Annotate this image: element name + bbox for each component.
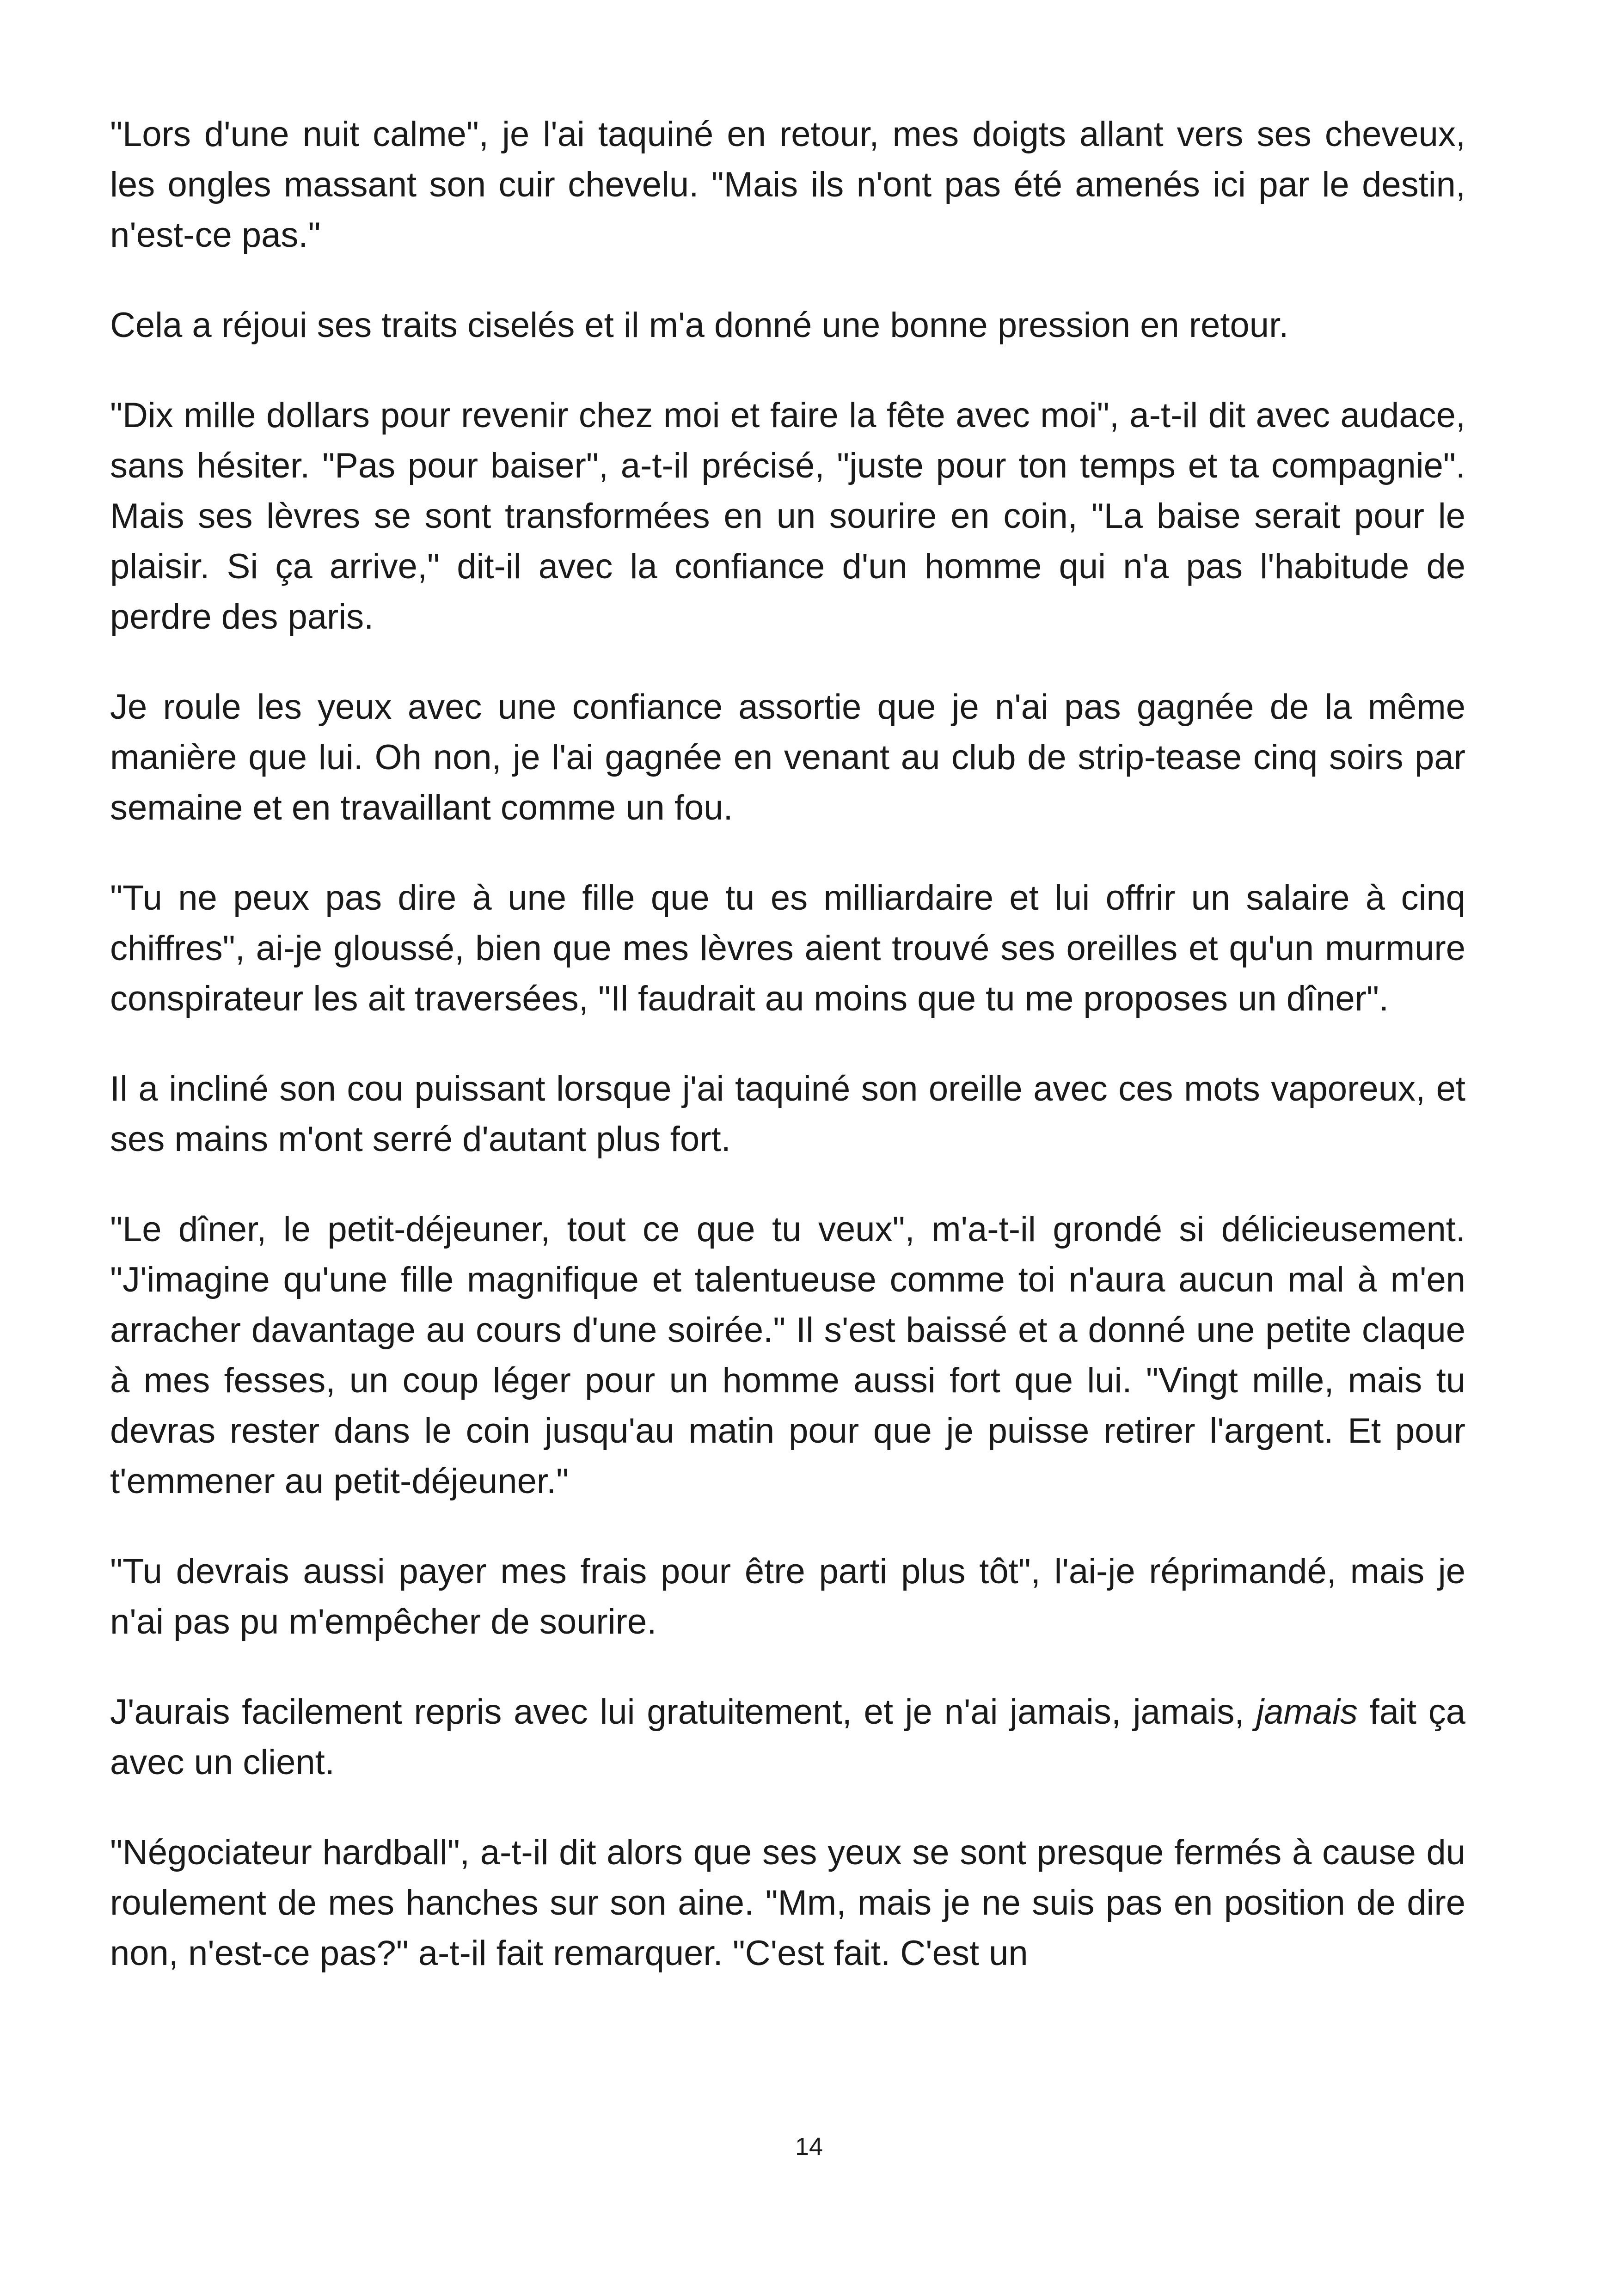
paragraph: "Le dîner, le petit-déjeuner, tout ce que tu veux", m'a-t-il grondé si délicieusement. "J'imagine qu'une fille magnifique et talentueuse comme toi n'aura aucun mal à m'en arracher davantage au cours d'une soirée." Il s'est baissé et a donné une petite claque à mes fesses, un coup léger pour un homme aussi fort que lui. "Vingt mille, mais tu devras rester dans le coin jusqu'au matin pour que je puisse retirer l'argent. Et pour t'emmener au petit-déjeuner."	[110, 1210, 1465, 1501]
paragraph: "Dix mille dollars pour revenir chez moi et faire la fête avec moi", a-t-il dit avec audace, sans hésiter. "Pas pour baiser", a-t-il précisé, "juste pour ton temps et ta compagnie". Mais ses lèvres se sont transformées en un sourire en coin, "La baise serait pour le plaisir. Si ça arrive," dit-il avec la confiance d'un homme qui n'a pas l'habitude de perdre des paris.	[110, 396, 1465, 637]
paragraph: Cela a réjoui ses traits ciselés et il m'a donné une bonne pression en retour.	[110, 306, 1289, 345]
paragraph-text-after: fait ça avec un client.	[110, 1692, 1465, 1782]
emphasis-text: jamais	[1256, 1692, 1358, 1732]
paragraph: Je roule les yeux avec une confiance assortie que je n'ai pas gagnée de la même manière que lui. Oh non, je l'ai gagnée en venant au club de strip-tease cinq soirs par semaine et en travaillant comme un fou.	[110, 687, 1465, 827]
paragraph: "Tu ne peux pas dire à une fille que tu es milliardaire et lui offrir un salaire à cinq chiffres", ai-je gloussé, bien que mes lèvres aient trouvé ses oreilles et qu'un murmure conspirateur les ait traversées, "Il faudrait au moins que tu me proposes un dîner".	[110, 878, 1465, 1018]
paragraph-text-before: J'aurais facilement repris avec lui gratuitement, et je n'ai jamais, jamais,	[110, 1692, 1256, 1732]
body-text	[110, 109, 1465, 1978]
paragraph: "Lors d'une nuit calme", je l'ai taquiné en retour, mes doigts allant vers ses cheveux, les ongles massant son cuir chevelu. "Mais ils n'ont pas été amenés ici par le destin, n'est-ce pas."	[110, 115, 1465, 255]
paragraph-with-emphasis	[110, 1687, 1465, 1788]
paragraph: "Tu devrais aussi payer mes frais pour être parti plus tôt", l'ai-je réprimandé, mais je n'ai pas pu m'empêcher de sourire.	[110, 1552, 1465, 1641]
page-number: 14	[795, 2133, 823, 2161]
paragraph: Il a incliné son cou puissant lorsque j'ai taquiné son oreille avec ces mots vaporeux, et ses mains m'ont serré d'autant plus fort.	[110, 1069, 1465, 1159]
paragraph: "Négociateur hardball", a-t-il dit alors que ses yeux se sont presque fermés à cause du roulement de mes hanches sur son aine. "Mm, mais je ne suis pas en position de dire non, n'est-ce pas?" a-t-il fait remarquer. "C'est fait. C'est un	[110, 1833, 1465, 1973]
